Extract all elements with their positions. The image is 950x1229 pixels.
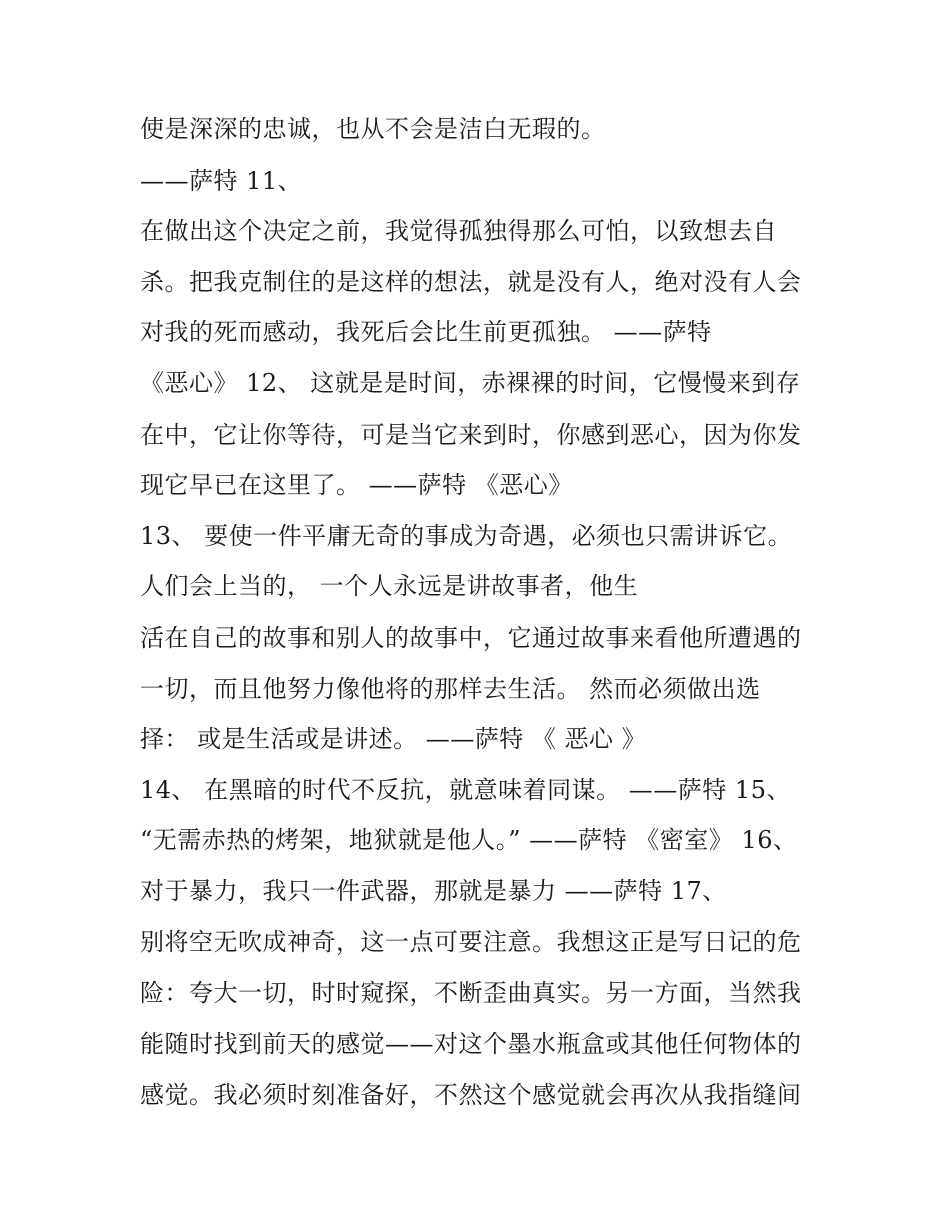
text-line: 感觉。我必须时刻准备好，不然这个感觉就会再次从我指缝间	[140, 1081, 802, 1109]
text-line: 对我的死而感动，我死后会比生前更孤独。 ——萨特	[140, 318, 712, 346]
text-line: 一切，而且他努力像他将的那样去生活。 然而必须做出选	[140, 675, 761, 703]
text-line: 对于暴力，我只一件武器，那就是暴力 ——萨特 17、	[140, 877, 727, 905]
text-line: ——萨特 11、	[140, 167, 303, 195]
text-line: 在做出这个决定之前，我觉得孤独得那么可怕，以致想去自	[140, 217, 777, 245]
text-line: 13、 要使一件平庸无奇的事成为奇遇，必须也只需讲诉它。	[140, 522, 793, 550]
text-line: 人们会上当的， 一个人永远是讲故事者，他生	[140, 572, 639, 600]
text-line: 现它早已在这里了。 ——萨特 《恶心》	[140, 471, 573, 499]
text-line: 《恶心》 12、 这就是是时间，赤裸裸的时间，它慢慢来到存	[140, 369, 801, 397]
text-line: 能随时找到前天的感觉——对这个墨水瓶盒或其他任何物体的	[140, 1030, 802, 1058]
text-line: 杀。把我克制住的是这样的想法，就是没有人，绝对没有人会	[140, 268, 802, 296]
text-line: 险：夸大一切，时时窥探，不断歪曲真实。另一方面，当然我	[140, 979, 802, 1007]
text-line: 14、 在黑暗的时代不反抗，就意味着同谋。 ——萨特 15、	[140, 776, 791, 804]
text-line: 活在自己的故事和别人的故事中，它通过故事来看他所遭遇的	[140, 624, 802, 652]
text-line: 在中，它让你等待，可是当它来到时，你感到恶心，因为你发	[140, 421, 802, 449]
text-line: “无需赤热的烤架，地狱就是他人。” ——萨特 《密室》 16、	[140, 826, 798, 854]
text-line: 别将空无吹成神奇，这一点可要注意。我想这正是写日记的危	[140, 928, 802, 956]
text-line: 使是深深的忠诚，也从不会是洁白无瑕的。	[140, 115, 606, 143]
text-line: 择： 或是生活或是讲述。 ——萨特 《 恶心 》	[140, 725, 647, 753]
